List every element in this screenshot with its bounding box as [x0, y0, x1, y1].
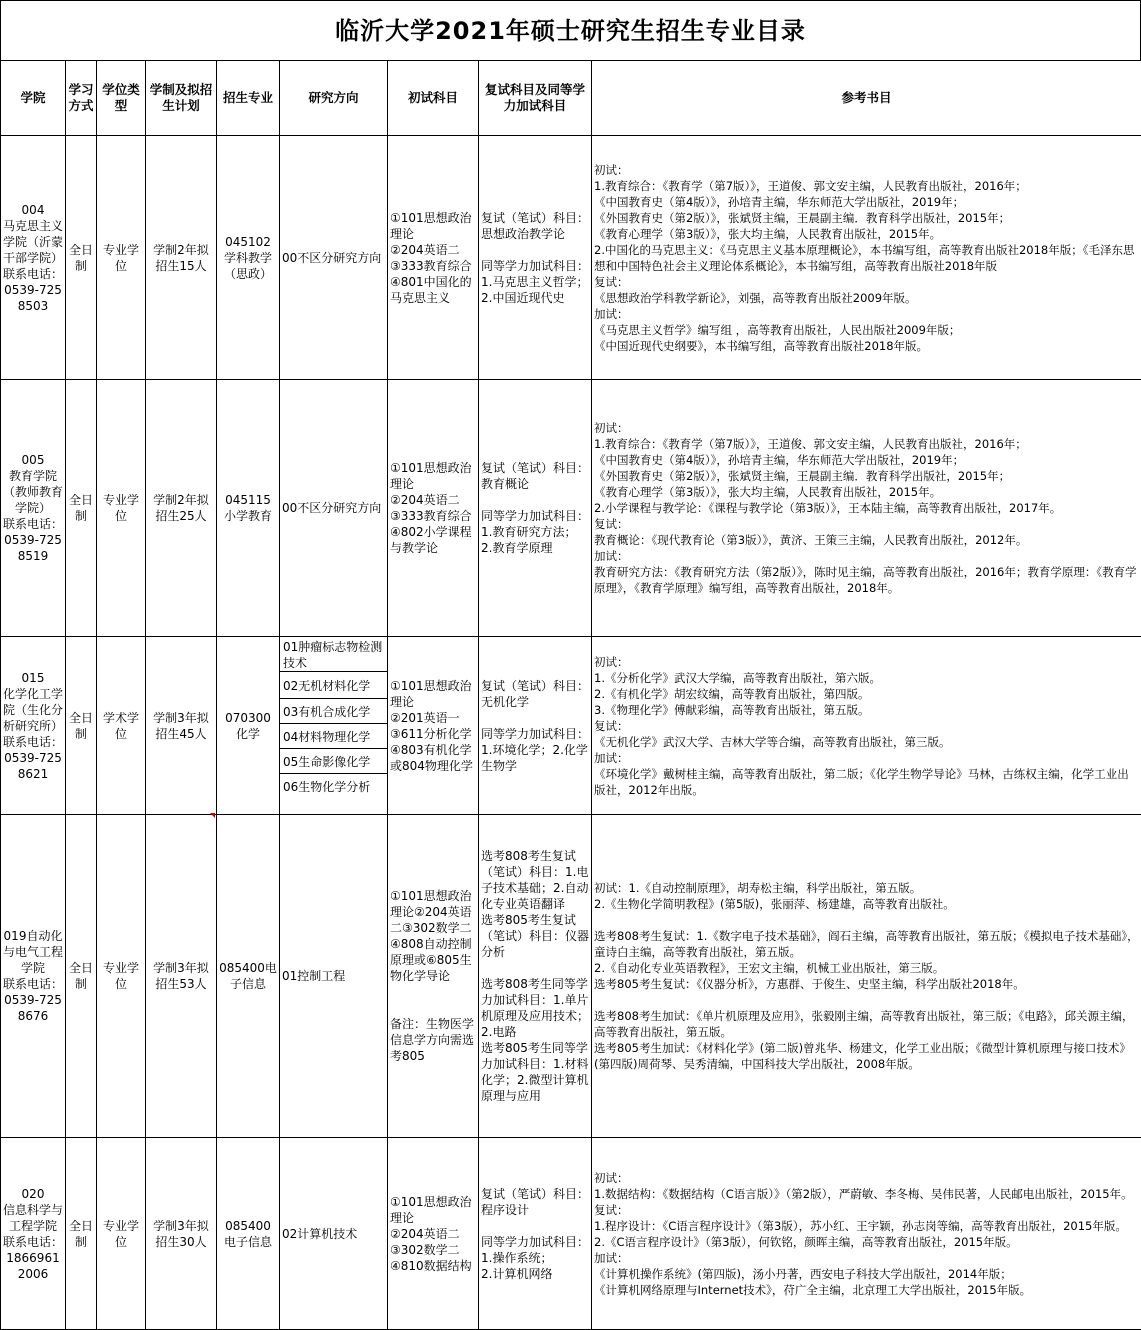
references-cell: 初试： 1.《分析化学》武汉大学编，高等教育出版社，第六版。 2.《有机化学》胡宏纹编，高等教育出版社，第四版。 3.《物理化学》傅献彩编，高等教育出版社，第五版。 复试： 《无机化学》武汉大学、吉林大学等合编，高等教育出版社，第三版。 加试： 《环境化学》戴树桂主编，高等教育出版社，第二版；《化学生物学导论》马林，古练权主编，化学工业出版社，2012年出版。	[592, 637, 1141, 815]
catalog-table	[0, 60, 1141, 1330]
direction-item: 04材料物理化学	[280, 724, 387, 749]
plan-cell: 学制2年拟招生15人	[146, 136, 217, 380]
table-row	[1, 136, 1141, 380]
retest-subjects-cell: 选考808考生复试（笔试）科目：1.电子技术基础；2.自动化专业英语翻译 选考805考生复试（笔试）科目：仪器分析 选考808考生同等学力加试科目：1.单片机原理及应用技术；2.电路 选考805考生同等学力加试科目：1.材料化学；2.微型计算机原理与应用	[479, 815, 592, 1138]
direction-item: 05生命影像化学	[280, 749, 387, 774]
direction-item: 01肿瘤标志物检测技术	[280, 637, 387, 672]
degree-type-cell: 专业学位	[97, 136, 146, 380]
direction-list	[280, 637, 387, 799]
college-cell: 005 教育学院（教师教育学院） 联系电话： 0539-7258519	[1, 380, 66, 637]
degree-type-cell: 学术学位	[97, 637, 146, 815]
major-cell: 045115 小学教育	[217, 380, 280, 637]
major-cell: 045102 学科教学（思政）	[217, 136, 280, 380]
direction-cell: 00不区分研究方向	[280, 136, 388, 380]
initial-subjects-cell: ①101思想政治理论 ②204英语二 ③302数学二 ④810数据结构	[388, 1138, 479, 1330]
header-row	[1, 61, 1141, 136]
direction-cell: 00不区分研究方向	[280, 380, 388, 637]
header-study-mode: 学习方式	[66, 61, 97, 136]
references-cell: 初试： 1.教育综合：《教育学（第7版）》，王道俊、郭文安主编，人民教育出版社，2016年； 《中国教育史（第4版）》，孙培青主编，华东师范大学出版社，2019年； 《外国教育史（第2版）》，张斌贤主编，王晨副主编．教育科学出版社，2015年； 《教育心理学（第3版）》，张大均主编，人民教育出版社，2015年。 2.中国化的马克思主义：《马克思主义基本原理概论》，本书编写组，高等教育出版社2018年版；《毛泽东思想和中国特色社会主义理论体系概论》，本书编写组，高等教育出版社2018年版 复试： 《思想政治学科教学新论》，刘强，高等教育出版社2009年版。 加试： 《马克思主义哲学》编写组 ，高等教育出版社，人民出版社2009年版； 《中国近现代史纲要》，本书编写组，高等教育出版社2018年版。	[592, 136, 1141, 380]
direction-cell: 02计算机技术	[280, 1138, 388, 1330]
references-cell: 初试： 1.数据结构：《数据结构（C语言版）》（第2版），严蔚敏、李冬梅、吴伟民著，人民邮电出版社，2015年。 复试： 1.程序设计：《C语言程序设计》（第3版），苏小红、王宇颖，孙志岗等编，高等教育出版社，2015年版。 2.《C语言程序设计》（第3版），何钦铭，颜晖主编，高等教育出版社，2015年版。 加试： 《计算机操作系统》(第四版)，汤小丹著，西安电子科技大学出版社，2014年版； 《计算机网络原理与Internet技术》，苻广全主编，北京理工大学出版社，2015年版。	[592, 1138, 1141, 1330]
direction-item: 03有机合成化学	[280, 699, 387, 724]
degree-type-cell: 专业学位	[97, 815, 146, 1138]
comment-marker	[210, 813, 215, 818]
college-cell: 020 信息科学与工程学院 联系电话： 18669612006	[1, 1138, 66, 1330]
references-cell: 初试： 1.教育综合：《教育学（第7版）》，王道俊、郭文安主编，人民教育出版社，2016年； 《中国教育史（第4版）》，孙培青主编，华东师范大学出版社，2019年； 《外国教育史（第2版）》，张斌贤主编，王晨副主编．教育科学出版社，2015年； 《教育心理学（第3版）》，张大均主编，人民教育出版社，2015年。 2.小学课程与教学论：《课程与教学论（第3版）》，王本陆主编，高等教育出版社，2017年。 复试： 教育概论：《现代教育论（第3版）》，黄济、王策三主编，人民教育出版社，2012年。 加试： 教育研究方法：《教育研究方法（第2版）》，陈时见主编，高等教育出版社，2016年；教育学原理：《教育学原理》，《教育学原理》编写组，高等教育出版社，2018年。	[592, 380, 1141, 637]
major-cell: 070300 化学	[217, 637, 280, 815]
table-row	[1, 1138, 1141, 1330]
plan-cell: 学制3年拟招生53人	[146, 815, 217, 1138]
header-initial-subjects: 初试科目	[388, 61, 479, 136]
header-major: 招生专业	[217, 61, 280, 136]
college-cell: 015 化学化工学院（生化分析研究所） 联系电话： 0539-7258621	[1, 637, 66, 815]
direction-item: 06生物化学分析	[280, 774, 387, 799]
header-degree-type: 学位类型	[97, 61, 146, 136]
initial-subjects-cell: ①101思想政治理论 ②204英语二 ③333教育综合 ④801中国化的马克思主义	[388, 136, 479, 380]
retest-subjects-cell: 复试（笔试）科目：无机化学 同等学力加试科目：1.环境化学；2.化学生物学	[479, 637, 592, 815]
direction-list-cell	[280, 637, 388, 815]
study-mode-cell: 全日制	[66, 815, 97, 1138]
retest-subjects-cell: 复试（笔试）科目：程序设计 同等学力加试科目：1.操作系统； 2.计算机网络	[479, 1138, 592, 1330]
references-cell: 初试：1.《自动控制原理》，胡寿松主编，科学出版社，第五版。 2.《生物化学简明教程》(第5版)，张丽萍、杨建雄，高等教育出版社。 选考808考生复试：1.《数字电子技术基础》，阎石主编，高等教育出版社，第五版；《模拟电子技术基础》，童诗白主编，高等教育出版社，第五版。 2.《自动化专业英语教程》，王宏文主编，机械工业出版社，第三版。 选考805考生复试：《仪器分析》，方惠群、于俊生、史坚主编，科学出版社2018年。 选考808考生加试：《单片机原理及应用》，张毅刚主编，高等教育出版社，第三版；《电路》，邱关源主编，高等教育出版社，第五版。 选考805考生加试：《材料化学》(第二版)曾兆华、杨建文，化学工业出版；《微型计算机原理与接口技术》(第四版)周荷琴、吴秀清编，中国科技大学出版社，2008年版。	[592, 815, 1141, 1138]
degree-type-cell: 专业学位	[97, 1138, 146, 1330]
college-cell: 004 马克思主义学院（沂蒙干部学院） 联系电话： 0539-7258503	[1, 136, 66, 380]
study-mode-cell: 全日制	[66, 136, 97, 380]
page-title: 临沂大学2021年硕士研究生招生专业目录	[0, 0, 1141, 60]
plan-cell: 学制3年拟招生30人	[146, 1138, 217, 1330]
table-row	[1, 380, 1141, 637]
study-mode-cell: 全日制	[66, 380, 97, 637]
table-row	[1, 815, 1141, 1138]
direction-item: 02无机材料化学	[280, 672, 387, 699]
initial-subjects-cell: ①101思想政治理论 ②201英语一 ③611分析化学 ④803有机化学或804物理化学	[388, 637, 479, 815]
plan-cell: 学制3年拟招生45人	[146, 637, 217, 815]
header-references: 参考书目	[592, 61, 1141, 136]
direction-cell: 01控制工程	[280, 815, 388, 1138]
major-cell: 085400电子信息	[217, 815, 280, 1138]
study-mode-cell: 全日制	[66, 1138, 97, 1330]
study-mode-cell: 全日制	[66, 637, 97, 815]
header-direction: 研究方向	[280, 61, 388, 136]
header-retest-subjects: 复试科目及同等学力加试科目	[479, 61, 592, 136]
retest-subjects-cell: 复试（笔试）科目： 教育概论 同等学力加试科目： 1.教育研究方法； 2.教育学原理	[479, 380, 592, 637]
retest-subjects-cell: 复试（笔试）科目：思想政治教学论 同等学力加试科目：1.马克思主义哲学；2.中国近现代史	[479, 136, 592, 380]
major-cell: 085400 电子信息	[217, 1138, 280, 1330]
degree-type-cell: 专业学位	[97, 380, 146, 637]
plan-cell: 学制2年拟招生25人	[146, 380, 217, 637]
header-college: 学院	[1, 61, 66, 136]
initial-subjects-cell: ①101思想政治理论②204英语二③302数学二④808自动控制原理或⑥805生物化学导论 备注：生物医学信息学方向需选考805	[388, 815, 479, 1138]
table-row	[1, 637, 1141, 815]
college-cell: 019自动化与电气工程学院 联系电话：0539-7258676	[1, 815, 66, 1138]
header-duration-plan: 学制及拟招生计划	[146, 61, 217, 136]
initial-subjects-cell: ①101思想政治理论 ②204英语二 ③333教育综合 ④802小学课程与教学论	[388, 380, 479, 637]
